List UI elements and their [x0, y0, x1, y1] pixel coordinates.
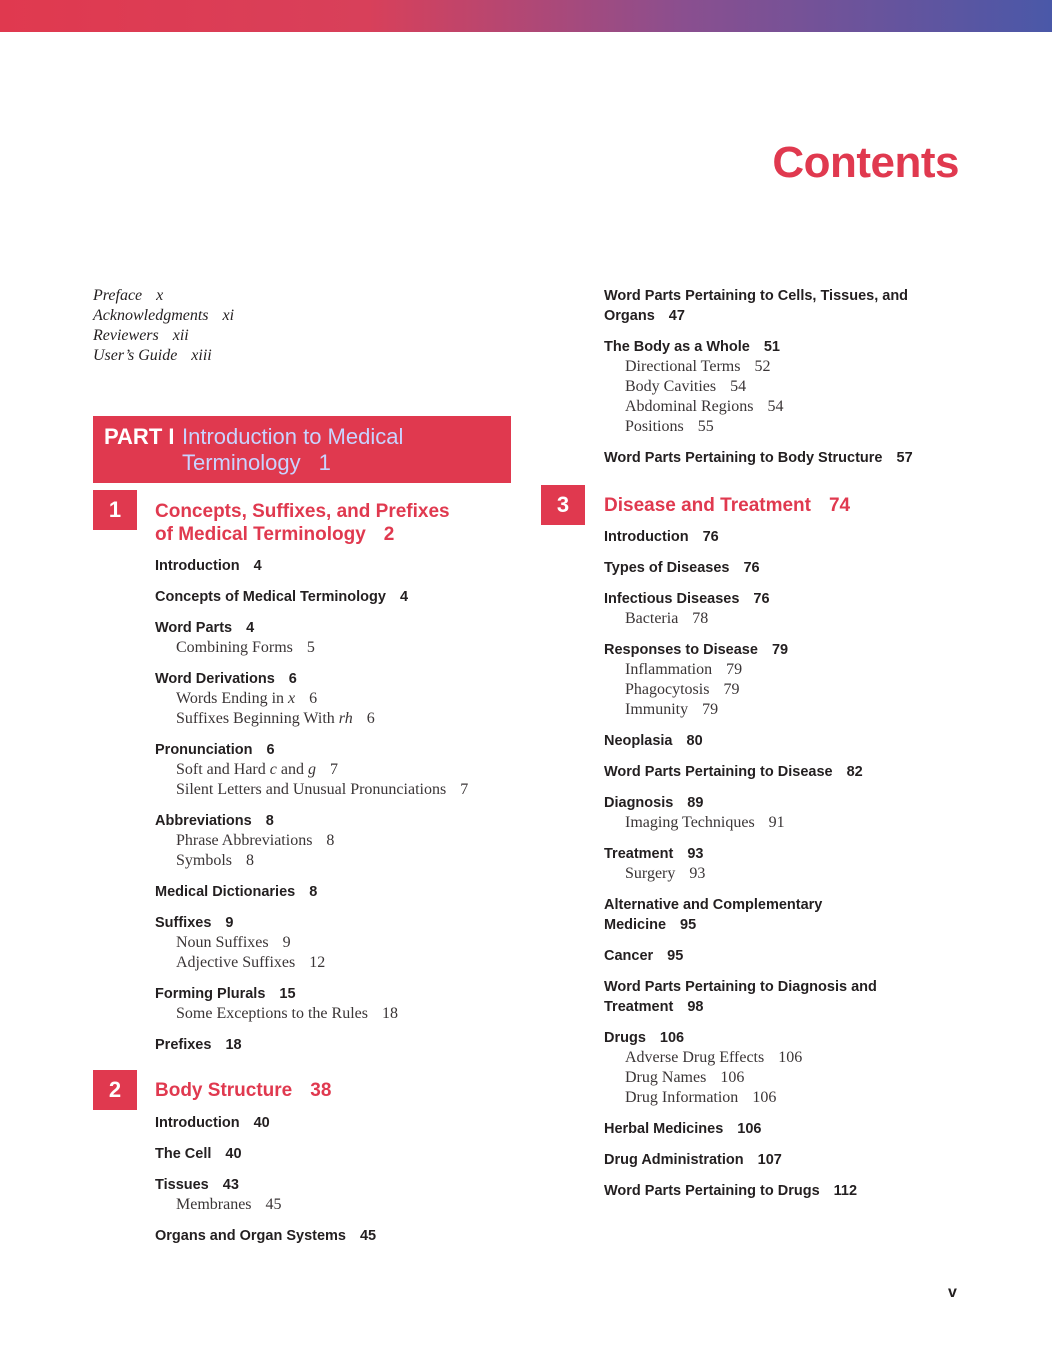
toc-entry-heading[interactable] — [604, 997, 877, 1017]
toc-entry-heading[interactable] — [155, 882, 468, 902]
toc-entry-page: 40 — [253, 1115, 270, 1131]
toc-entry-page: 8 — [309, 884, 318, 900]
toc-subentry-page: 79 — [723, 681, 740, 698]
chapter-3-entries — [604, 527, 877, 1212]
chapter-title[interactable] — [604, 494, 850, 517]
toc-entry-heading[interactable] — [604, 844, 877, 864]
toc-subentry-page: 7 — [460, 781, 469, 798]
front-matter-item[interactable] — [93, 346, 234, 366]
toc-subentry-page: 79 — [726, 661, 743, 678]
toc-entry — [155, 1113, 376, 1133]
toc-subentry-title: Suffixes Beginning With rh — [176, 710, 353, 727]
toc-subentry-title: Abdominal Regions — [625, 398, 754, 415]
toc-entry-title: Organs and Organ Systems — [155, 1228, 346, 1244]
toc-subentry[interactable] — [155, 933, 468, 953]
toc-subentry[interactable] — [604, 1068, 877, 1088]
toc-entry-heading[interactable] — [604, 589, 877, 609]
toc-entry-heading[interactable] — [155, 618, 468, 638]
toc-entry-page: 106 — [659, 1030, 685, 1046]
toc-entry-title: Word Parts Pertaining to Body Structure — [604, 450, 883, 466]
toc-entry-title: Forming Plurals — [155, 986, 266, 1002]
toc-entry-page: 4 — [399, 589, 409, 605]
toc-entry — [604, 1181, 877, 1201]
toc-subentry[interactable] — [604, 660, 877, 680]
toc-entry-title: Organs — [604, 308, 655, 324]
toc-subentry[interactable] — [155, 689, 468, 709]
toc-entry-page: 95 — [667, 948, 684, 964]
toc-entry-heading[interactable] — [604, 337, 913, 357]
toc-entry-page: 47 — [668, 308, 685, 324]
toc-entry-title: Types of Diseases — [604, 560, 730, 576]
toc-entry-heading[interactable] — [604, 762, 877, 782]
toc-subentry-title: Positions — [625, 418, 684, 435]
toc-entry-page: 82 — [846, 764, 863, 780]
toc-entry-heading[interactable] — [155, 556, 468, 576]
toc-entry-title: Word Parts — [155, 620, 233, 636]
toc-entry-title: Suffixes — [155, 915, 212, 931]
toc-entry-heading[interactable] — [604, 1119, 877, 1139]
chapter-title-line1: Body Structure — [155, 1080, 293, 1101]
toc-entry-heading[interactable] — [155, 669, 468, 689]
toc-entry-page: 57 — [896, 450, 913, 466]
toc-entry-page: 107 — [757, 1152, 782, 1168]
toc-subentry-title: Phrase Abbreviations — [176, 832, 313, 849]
toc-entry — [155, 1144, 376, 1164]
toc-subentry[interactable] — [604, 609, 877, 629]
chapter-title-line1: Concepts, Suffixes, and Prefixes — [155, 501, 450, 522]
toc-entry-title: Diagnosis — [604, 795, 674, 811]
chapter-page: 38 — [310, 1080, 332, 1101]
toc-subentry-page: 45 — [265, 1196, 282, 1213]
toc-entry-heading[interactable] — [155, 913, 468, 933]
toc-subentry-page: 106 — [752, 1089, 777, 1106]
toc-entry-title: Introduction — [155, 1115, 240, 1131]
toc-entry-page: 43 — [222, 1177, 239, 1193]
toc-entry — [604, 337, 913, 437]
toc-subentry[interactable] — [155, 851, 468, 871]
toc-subentry-title: Soft and Hard c and g — [176, 761, 316, 778]
toc-entry-title: The Cell — [155, 1146, 212, 1162]
toc-entry — [604, 1150, 877, 1170]
toc-subentry-page: 8 — [326, 832, 335, 849]
part-title-line1: Introduction to Medical — [182, 424, 404, 449]
toc-entry-heading[interactable] — [604, 306, 913, 326]
toc-entry-page: 9 — [225, 915, 234, 931]
toc-subentry-page: 8 — [246, 852, 255, 869]
toc-entry — [604, 762, 877, 782]
toc-entry-page: 6 — [288, 671, 297, 687]
toc-entry-heading[interactable] — [155, 1144, 376, 1164]
front-matter-title: Acknowledgments — [93, 307, 209, 324]
toc-subentry-page: 52 — [754, 358, 771, 375]
toc-subentry-title: Inflammation — [625, 661, 713, 678]
toc-entry-page: 8 — [265, 813, 274, 829]
toc-subentry-page: 106 — [720, 1069, 745, 1086]
toc-entry-title: Tissues — [155, 1177, 209, 1193]
chapter-2-continued-entries — [604, 286, 913, 479]
toc-entry — [155, 811, 468, 871]
toc-subentry-title: Adverse Drug Effects — [625, 1049, 765, 1066]
toc-entry-page: 80 — [686, 733, 703, 749]
toc-subentry[interactable] — [604, 357, 913, 377]
toc-entry-title-line1[interactable]: Word Parts Pertaining to Diagnosis and — [604, 979, 877, 995]
toc-entry-heading[interactable] — [155, 1035, 468, 1055]
toc-subentry-title: Membranes — [176, 1196, 252, 1213]
toc-entry-heading[interactable] — [604, 558, 877, 578]
toc-entry-page: 76 — [702, 529, 719, 545]
toc-entry-heading[interactable] — [604, 915, 877, 935]
toc-entry-heading[interactable] — [604, 1028, 877, 1048]
toc-subentry-page: 9 — [282, 934, 291, 951]
toc-entry — [604, 946, 877, 966]
toc-entry-title: Introduction — [604, 529, 689, 545]
toc-entry — [604, 793, 877, 833]
chapter-page: 2 — [383, 524, 395, 545]
toc-entry-title: Medicine — [604, 917, 667, 933]
toc-entry-page: 4 — [253, 558, 262, 574]
toc-entry-title: Pronunciation — [155, 742, 253, 758]
toc-entry-heading[interactable] — [604, 1150, 877, 1170]
toc-entry — [604, 895, 877, 935]
front-matter-item[interactable] — [93, 306, 234, 326]
toc-entry-title-line1[interactable]: Alternative and Complementary — [604, 897, 823, 913]
front-matter-page: xiii — [191, 347, 212, 364]
front-matter-item[interactable] — [93, 286, 234, 306]
front-matter-page: x — [156, 287, 164, 304]
toc-subentry-title: Silent Letters and Unusual Pronunciations — [176, 781, 447, 798]
toc-subentry-page: 106 — [778, 1049, 803, 1066]
toc-subentry[interactable] — [604, 397, 913, 417]
toc-subentry-title: Surgery — [625, 865, 676, 882]
toc-entry-page: 40 — [225, 1146, 242, 1162]
toc-entry — [604, 977, 877, 1017]
toc-entry-heading[interactable] — [155, 984, 468, 1004]
toc-entry — [155, 913, 468, 973]
header-gradient-bar — [0, 0, 1052, 32]
toc-entry-heading[interactable] — [155, 1113, 376, 1133]
toc-entry-title: Treatment — [604, 846, 674, 862]
chapter-title[interactable] — [155, 500, 450, 546]
chapter-title-line1: Disease and Treatment — [604, 495, 811, 516]
toc-entry — [155, 1175, 376, 1215]
toc-subentry-title: Symbols — [176, 852, 233, 869]
toc-entry-page: 93 — [687, 846, 704, 862]
toc-subentry-title: Noun Suffixes — [176, 934, 269, 951]
toc-entry-title: Word Derivations — [155, 671, 275, 687]
toc-entry — [604, 558, 877, 578]
toc-entry — [155, 669, 468, 729]
toc-entry — [155, 556, 468, 576]
toc-subentry[interactable] — [155, 638, 468, 658]
toc-subentry-title: Imaging Techniques — [625, 814, 755, 831]
toc-subentry-title: Adjective Suffixes — [176, 954, 296, 971]
toc-entry-page: 18 — [225, 1037, 242, 1053]
toc-subentry-title: Drug Names — [625, 1069, 707, 1086]
toc-entry — [604, 640, 877, 720]
chapter-2-entries — [155, 1113, 376, 1257]
toc-entry-heading[interactable] — [604, 640, 877, 660]
toc-subentry-title: Combining Forms — [176, 639, 293, 656]
toc-subentry[interactable] — [604, 377, 913, 397]
toc-subentry[interactable] — [155, 780, 468, 800]
toc-entry-title: Cancer — [604, 948, 654, 964]
toc-entry — [604, 1028, 877, 1108]
toc-subentry-title: Immunity — [625, 701, 689, 718]
page-title: Contents — [772, 138, 959, 187]
toc-entry — [155, 587, 468, 607]
toc-subentry-page: 91 — [768, 814, 785, 831]
toc-subentry[interactable] — [604, 680, 877, 700]
toc-subentry-title: Drug Information — [625, 1089, 739, 1106]
toc-subentry-title: Words Ending in x — [176, 690, 296, 707]
toc-subentry-title: Body Cavities — [625, 378, 717, 395]
toc-subentry-page: 93 — [689, 865, 706, 882]
toc-entry-heading[interactable] — [604, 527, 877, 547]
front-matter-title: Reviewers — [93, 327, 159, 344]
toc-entry — [155, 618, 468, 658]
toc-entry-title: Treatment — [604, 999, 674, 1015]
toc-entry-page: 51 — [763, 339, 780, 355]
toc-entry-title: Word Parts Pertaining to Disease — [604, 764, 833, 780]
front-matter-list — [93, 286, 234, 366]
chapter-number-badge: 2 — [93, 1070, 137, 1110]
toc-entry — [604, 527, 877, 547]
part-banner[interactable] — [93, 416, 511, 483]
toc-entry-title: Drug Administration — [604, 1152, 744, 1168]
toc-entry-heading[interactable] — [604, 731, 877, 751]
toc-subentry-title: Directional Terms — [625, 358, 741, 375]
part-label: PART I — [104, 424, 175, 449]
toc-entry-title: Medical Dictionaries — [155, 884, 296, 900]
toc-entry-title: Drugs — [604, 1030, 646, 1046]
toc-entry-page: 76 — [753, 591, 770, 607]
toc-subentry[interactable] — [155, 831, 468, 851]
toc-subentry-page: 18 — [381, 1005, 398, 1022]
front-matter-item[interactable] — [93, 326, 234, 346]
part-title-line2: Terminology — [182, 450, 301, 475]
toc-entry-heading[interactable] — [604, 1181, 877, 1201]
toc-entry-title: Concepts of Medical Terminology — [155, 589, 386, 605]
toc-entry — [155, 1226, 376, 1246]
toc-entry-title: Abbreviations — [155, 813, 252, 829]
toc-entry — [604, 731, 877, 751]
front-matter-title: User’s Guide — [93, 347, 178, 364]
toc-entry-heading[interactable] — [604, 793, 877, 813]
front-matter-page: xii — [172, 327, 189, 344]
part-title — [182, 424, 403, 476]
toc-subentry-page: 7 — [329, 761, 338, 778]
toc-entry-page: 98 — [687, 999, 704, 1015]
toc-subentry-page: 54 — [767, 398, 784, 415]
toc-entry-title: Prefixes — [155, 1037, 212, 1053]
toc-entry-page: 76 — [743, 560, 760, 576]
toc-entry-title: Responses to Disease — [604, 642, 758, 658]
toc-entry-page: 79 — [771, 642, 789, 658]
toc-entry-title: Herbal Medicines — [604, 1121, 724, 1137]
toc-entry-page: 4 — [246, 620, 255, 636]
toc-entry-heading[interactable] — [155, 1226, 376, 1246]
toc-entry-heading[interactable] — [155, 811, 468, 831]
toc-entry — [604, 286, 913, 326]
front-matter-page: xi — [222, 307, 235, 324]
part-page: 1 — [318, 450, 331, 475]
toc-subentry-page: 55 — [697, 418, 714, 435]
toc-subentry[interactable] — [604, 417, 913, 437]
toc-subentry[interactable] — [604, 1088, 877, 1108]
toc-subentry-page: 5 — [306, 639, 315, 656]
toc-entry-heading[interactable] — [155, 740, 468, 760]
toc-subentry[interactable] — [604, 700, 877, 720]
toc-entry-page: 15 — [279, 986, 296, 1002]
toc-subentry-title: Bacteria — [625, 610, 679, 627]
toc-entry — [155, 882, 468, 902]
toc-entry-title: Introduction — [155, 558, 240, 574]
toc-entry — [604, 448, 913, 468]
chapter-title[interactable] — [155, 1079, 331, 1102]
toc-subentry[interactable] — [155, 760, 468, 780]
toc-entry — [604, 1119, 877, 1139]
toc-subentry[interactable] — [604, 1048, 877, 1068]
toc-subentry-title: Phagocytosis — [625, 681, 710, 698]
toc-entry — [604, 589, 877, 629]
toc-subentry-page: 6 — [309, 690, 318, 707]
toc-subentry-title: Some Exceptions to the Rules — [176, 1005, 368, 1022]
chapter-number-badge: 3 — [541, 485, 585, 525]
page-number: v — [948, 1284, 957, 1301]
toc-subentry-page: 6 — [366, 710, 375, 727]
toc-subentry-page: 78 — [692, 610, 709, 627]
toc-entry — [155, 984, 468, 1024]
chapter-1-entries — [155, 556, 468, 1066]
toc-entry-title: Infectious Diseases — [604, 591, 740, 607]
toc-entry-page: 45 — [359, 1228, 377, 1244]
toc-subentry-page: 12 — [309, 954, 326, 971]
toc-entry-page: 112 — [833, 1183, 858, 1199]
toc-entry-title: Neoplasia — [604, 733, 673, 749]
toc-entry — [604, 844, 877, 884]
toc-entry-page: 89 — [687, 795, 704, 811]
toc-entry-heading[interactable] — [155, 1175, 376, 1195]
chapter-title-line2: of Medical Terminology — [155, 524, 366, 545]
front-matter-title: Preface — [93, 287, 143, 304]
toc-subentry[interactable] — [155, 1195, 376, 1215]
toc-entry-title: The Body as a Whole — [604, 339, 750, 355]
toc-subentry[interactable] — [155, 1004, 468, 1024]
toc-entry-page: 106 — [737, 1121, 762, 1137]
toc-subentry[interactable] — [604, 864, 877, 884]
toc-entry-heading[interactable] — [604, 448, 913, 468]
chapter-number-badge: 1 — [93, 490, 137, 530]
toc-subentry[interactable] — [155, 953, 468, 973]
toc-subentry[interactable] — [604, 813, 877, 833]
toc-entry-title-line1[interactable]: Word Parts Pertaining to Cells, Tissues, and — [604, 288, 909, 304]
toc-entry-heading[interactable] — [604, 946, 877, 966]
toc-subentry[interactable] — [155, 709, 468, 729]
chapter-page: 74 — [828, 495, 851, 516]
toc-entry-heading[interactable] — [155, 587, 468, 607]
toc-subentry-page: 79 — [702, 701, 719, 718]
toc-entry-page: 95 — [680, 917, 697, 933]
toc-entry-title: Word Parts Pertaining to Drugs — [604, 1183, 820, 1199]
toc-entry — [155, 740, 468, 800]
toc-entry-page: 6 — [266, 742, 275, 758]
toc-subentry-page: 54 — [730, 378, 747, 395]
toc-entry — [155, 1035, 468, 1055]
